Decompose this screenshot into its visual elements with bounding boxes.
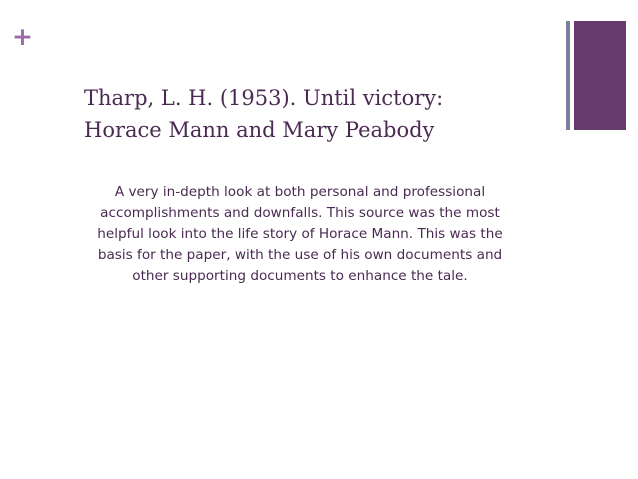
slide-title: [84, 82, 554, 146]
slide-body-text: [50, 182, 550, 287]
body-line: A very in-depth look at both personal and professional: [114, 184, 486, 200]
decorative-thin-bar: [566, 21, 570, 130]
body-line: accomplishments and downfalls. This source was the most: [100, 205, 500, 221]
body-line: other supporting documents to enhance the tale.: [132, 268, 468, 284]
plus-icon: +: [12, 22, 33, 51]
slide-title-line: Tharp, L. H. (1953). Until victory:: [84, 86, 444, 110]
decorative-thick-bar: [574, 21, 626, 130]
slide-title-line: Horace Mann and Mary Peabody: [84, 118, 435, 142]
body-line: basis for the paper, with the use of his own documents and: [97, 247, 503, 263]
body-line: helpful look into the life story of Horace Mann. This was the: [97, 226, 503, 242]
